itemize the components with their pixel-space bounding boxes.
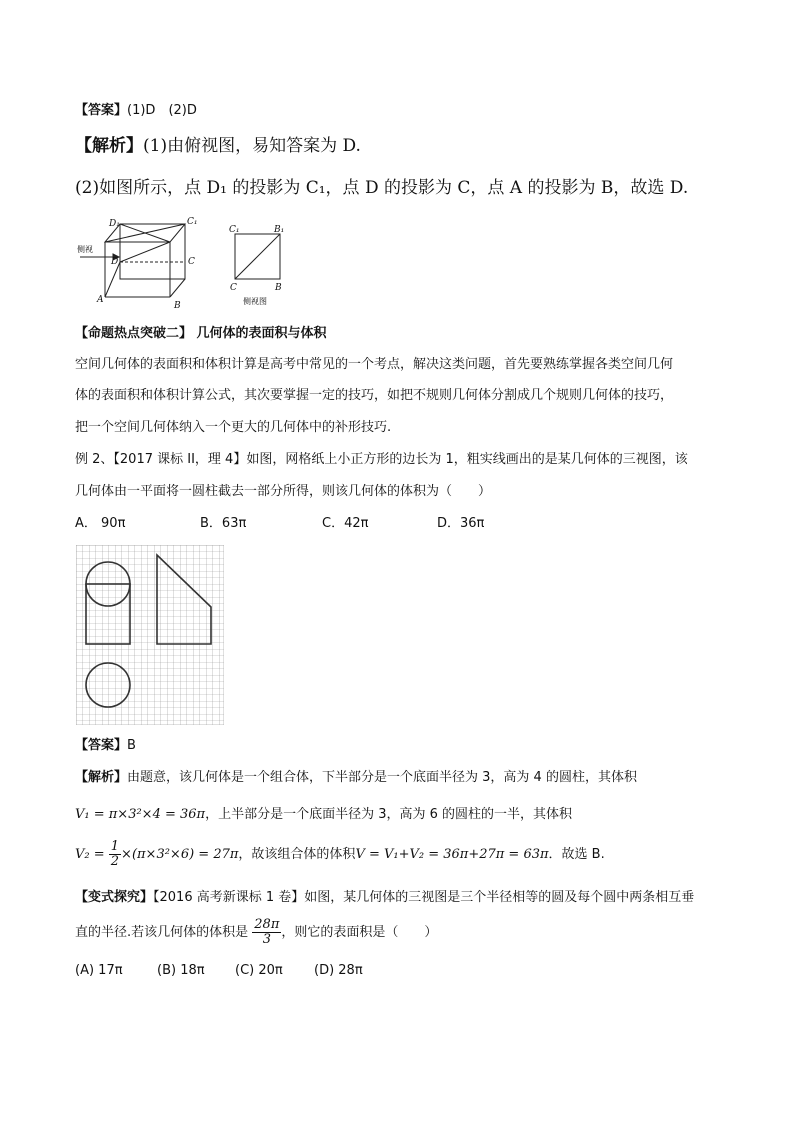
label-b: B [174, 301, 181, 311]
formula-v2-fraction [109, 840, 121, 869]
answer-2-text: B [127, 738, 136, 753]
answer-text: (1)D (2)D [127, 103, 197, 118]
formula-v2-right: ×(π×3²×6) = 27π [121, 847, 239, 862]
formula-v1: V₁ = π×3²×4 = 36π [75, 807, 206, 822]
cube-figure [75, 212, 285, 312]
analysis-2-line-3-text: ，故该组合体的体积 [238, 847, 356, 862]
variant-option-d: (D) 28π [314, 963, 363, 978]
label-d: D [111, 257, 119, 267]
section-2-para-3: 把一个空间几何体纳入一个更大的几何体中的补形技巧. [75, 420, 392, 435]
analysis-1-line-1 [75, 135, 361, 157]
example-2-option-b: B．63π [200, 516, 247, 531]
variant-text-2a: 直的半径.若该几何体的体积是 [75, 925, 249, 940]
analysis-2-line-1 [75, 769, 637, 787]
formula-v2-left: V₂ = [75, 847, 105, 862]
section-2-title: 【命题热点突破二】 几何体的表面积与体积 [75, 326, 327, 341]
answer-1 [75, 102, 197, 120]
formula-vtotal: V = V₁+V₂ = 36π+27π = 63π [355, 847, 549, 862]
side-label-b1: B₁ [274, 225, 285, 235]
analysis-2-line-2 [75, 806, 572, 824]
variant-line-1 [75, 889, 694, 907]
answer-2-label: 【答案】 [75, 738, 128, 753]
example-2-option-a: A． 90π [75, 516, 126, 531]
fraction-numerator: 1 [110, 839, 120, 854]
analysis-2-text: 由题意，该几何体是一个组合体，下半部分是一个底面半径为 3，高为 4 的圆柱，其体积 [127, 770, 637, 785]
example-2-option-d: D．36π [437, 516, 485, 531]
variant-text-1: 【2016 高考新课标 1 卷】如图，某几何体的三视图是三个半径相等的圆及每个圆中两条相互垂 [153, 890, 695, 905]
variant-label: 【变式探究】 [75, 890, 154, 905]
variant-fraction [252, 918, 281, 947]
answer-label: 【答案】 [75, 103, 128, 118]
variant-line-2 [75, 918, 437, 947]
three-view-grid-figure [76, 545, 224, 725]
variant-fraction-numerator: 28π [254, 917, 280, 932]
example-2-line-1: 例 2、【2017 课标 II，理 4】如图，网格纸上小正方形的边长为 1，粗实线画出的是某几何体的三视图，该 [75, 452, 688, 467]
variant-option-a: (A) 17π [75, 963, 123, 978]
label-c1: C₁ [187, 217, 198, 227]
analysis-1-line-2: (2)如图所示，点 D₁ 的投影为 C₁，点 D 的投影为 C，点 A 的投影为 B，故选 D. [75, 178, 689, 198]
section-2-para-2: 体的表面积和体积计算公式，其次要掌握一定的技巧，如把不规则几何体分割成几个规则几何体的技巧， [75, 388, 674, 403]
variant-text-2b: ，则它的表面积是（ ） [281, 925, 438, 940]
variant-fraction-denominator: 3 [262, 932, 271, 947]
side-arrow-label: 侧视 [77, 245, 93, 254]
label-a: A [97, 295, 104, 305]
example-2-option-c: C．42π [322, 516, 369, 531]
side-label-c: C [230, 283, 237, 293]
analysis-2-line-3-end: ．故选 B. [548, 847, 605, 862]
analysis-text: (1)由俯视图，易知答案为 D. [143, 136, 361, 156]
variant-option-c: (C) 20π [235, 963, 283, 978]
variant-option-b: (B) 18π [157, 963, 205, 978]
side-view-caption: 侧视图 [243, 297, 267, 306]
analysis-2-line-3 [75, 840, 605, 869]
analysis-2-line-2-text: ，上半部分是一个底面半径为 3，高为 6 的圆柱的一半，其体积 [205, 807, 573, 822]
side-label-c1: C₁ [229, 225, 240, 235]
answer-2 [75, 737, 136, 755]
fraction-denominator: 2 [110, 854, 120, 869]
analysis-label: 【解析】 [75, 136, 143, 156]
example-2-line-2: 几何体由一平面将一圆柱截去一部分所得，则该几何体的体积为（ ） [75, 484, 492, 499]
label-d1: D₁ [109, 219, 120, 229]
section-2-para-1: 空间几何体的表面积和体积计算是高考中常见的一个考点，解决这类问题，首先要熟练掌握各类空间几何 [75, 357, 674, 372]
label-c: C [188, 257, 195, 267]
side-label-b: B [275, 283, 282, 293]
analysis-2-label: 【解析】 [75, 770, 128, 785]
